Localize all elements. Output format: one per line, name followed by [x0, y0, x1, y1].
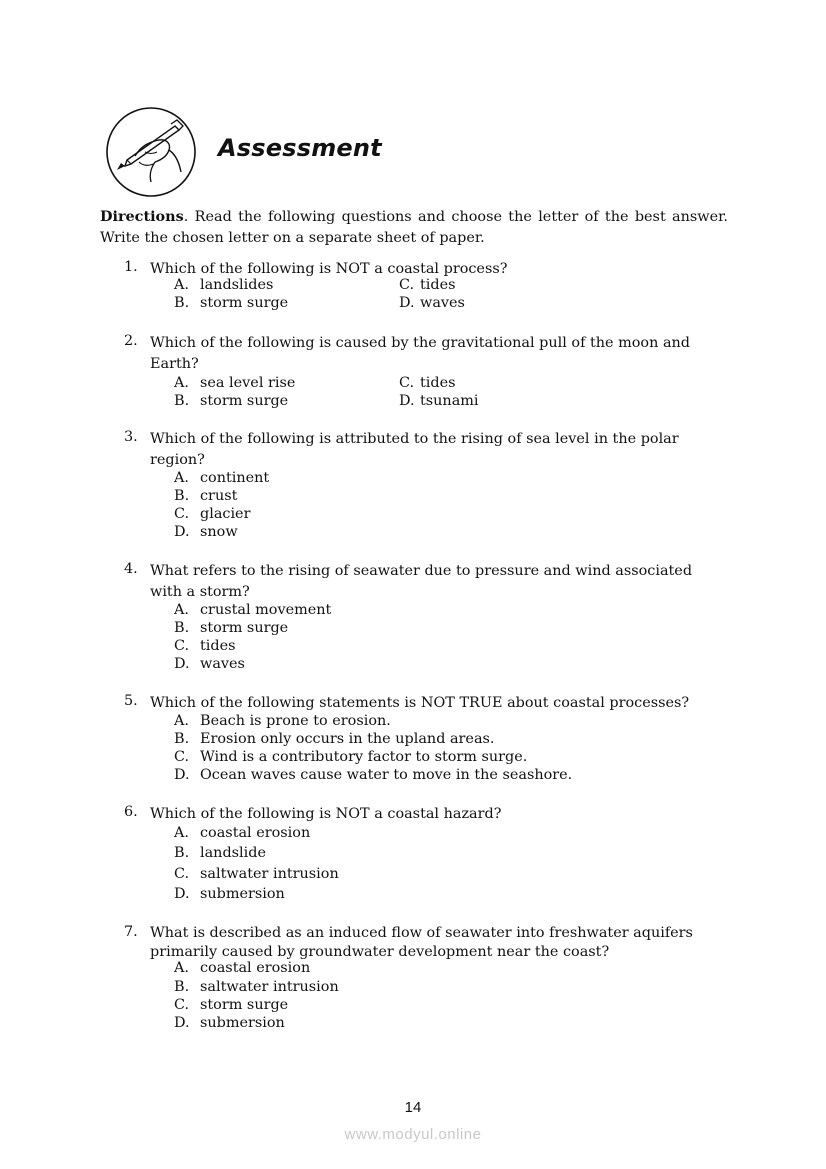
option-a: A. coastal erosion	[174, 825, 311, 841]
option-c: C. tides	[399, 375, 456, 391]
question-text: Which of the following is attributed to the rising of sea level in the polar region?	[150, 431, 679, 468]
option-b: B. landslide	[174, 845, 266, 861]
option-d: D. waves	[399, 295, 465, 311]
option-d: D. Ocean waves cause water to move in the seashore.	[174, 767, 573, 783]
page-number: 14	[404, 1099, 422, 1116]
question-number: 4.	[124, 561, 138, 577]
question-number: 1.	[124, 259, 138, 275]
option-c: C. glacier	[174, 506, 251, 522]
option-b: B. Erosion only occurs in the upland areas.	[174, 731, 495, 747]
question-text: Which of the following is NOT a coastal process?	[150, 261, 508, 277]
option-c: C. tides	[174, 638, 236, 654]
directions-paragraph	[100, 207, 728, 248]
option-c: C. tides	[399, 277, 456, 293]
question-number: 5.	[124, 693, 138, 709]
option-b: B. crust	[174, 488, 238, 504]
option-c: C. storm surge	[174, 997, 289, 1013]
directions-text: . Read the following questions and choose the letter of the best answer. Write the chosen letter on a separate sheet of paper.	[100, 209, 728, 246]
option-a: A. coastal erosion	[174, 960, 311, 976]
option-d: D. waves	[174, 656, 245, 672]
question-text: What is described as an induced flow of seawater into freshwater aquifers primarily caused by groundwater development near the coast?	[150, 925, 693, 960]
hand-writing-pencil-icon	[105, 106, 197, 198]
question-text: Which of the following statements is NOT TRUE about coastal processes?	[150, 695, 690, 711]
option-b: B. storm surge	[174, 295, 289, 311]
option-c: C. Wind is a contributory factor to storm surge.	[174, 749, 528, 765]
question-text: What refers to the rising of seawater due to pressure and wind associated with a storm?	[150, 563, 693, 600]
option-b: B. storm surge	[174, 620, 289, 636]
question-text: Which of the following is caused by the gravitational pull of the moon and Earth?	[150, 335, 691, 372]
question-text: Which of the following is NOT a coastal hazard?	[150, 806, 502, 822]
section-title: Assessment	[218, 134, 382, 162]
option-d: D. snow	[174, 524, 238, 540]
option-d: D. submersion	[174, 886, 285, 902]
option-c: C. saltwater intrusion	[174, 866, 339, 882]
option-b: B. storm surge	[174, 393, 289, 409]
option-a: A. crustal movement	[174, 602, 332, 618]
option-d: D. submersion	[174, 1015, 285, 1031]
question-number: 7.	[124, 924, 138, 940]
question-number: 3.	[124, 429, 138, 445]
watermark-url[interactable]: www.modyul.online	[344, 1126, 482, 1143]
directions-label: Directions	[100, 208, 184, 225]
option-a: A. Beach is prone to erosion.	[174, 713, 391, 729]
option-a: A. sea level rise	[174, 375, 296, 391]
question-number: 2.	[124, 333, 138, 349]
question-number: 6.	[124, 804, 138, 820]
option-a: A. landslides	[174, 277, 274, 293]
option-d: D. tsunami	[399, 393, 479, 409]
option-a: A. continent	[174, 470, 270, 486]
option-b: B. saltwater intrusion	[174, 979, 339, 995]
